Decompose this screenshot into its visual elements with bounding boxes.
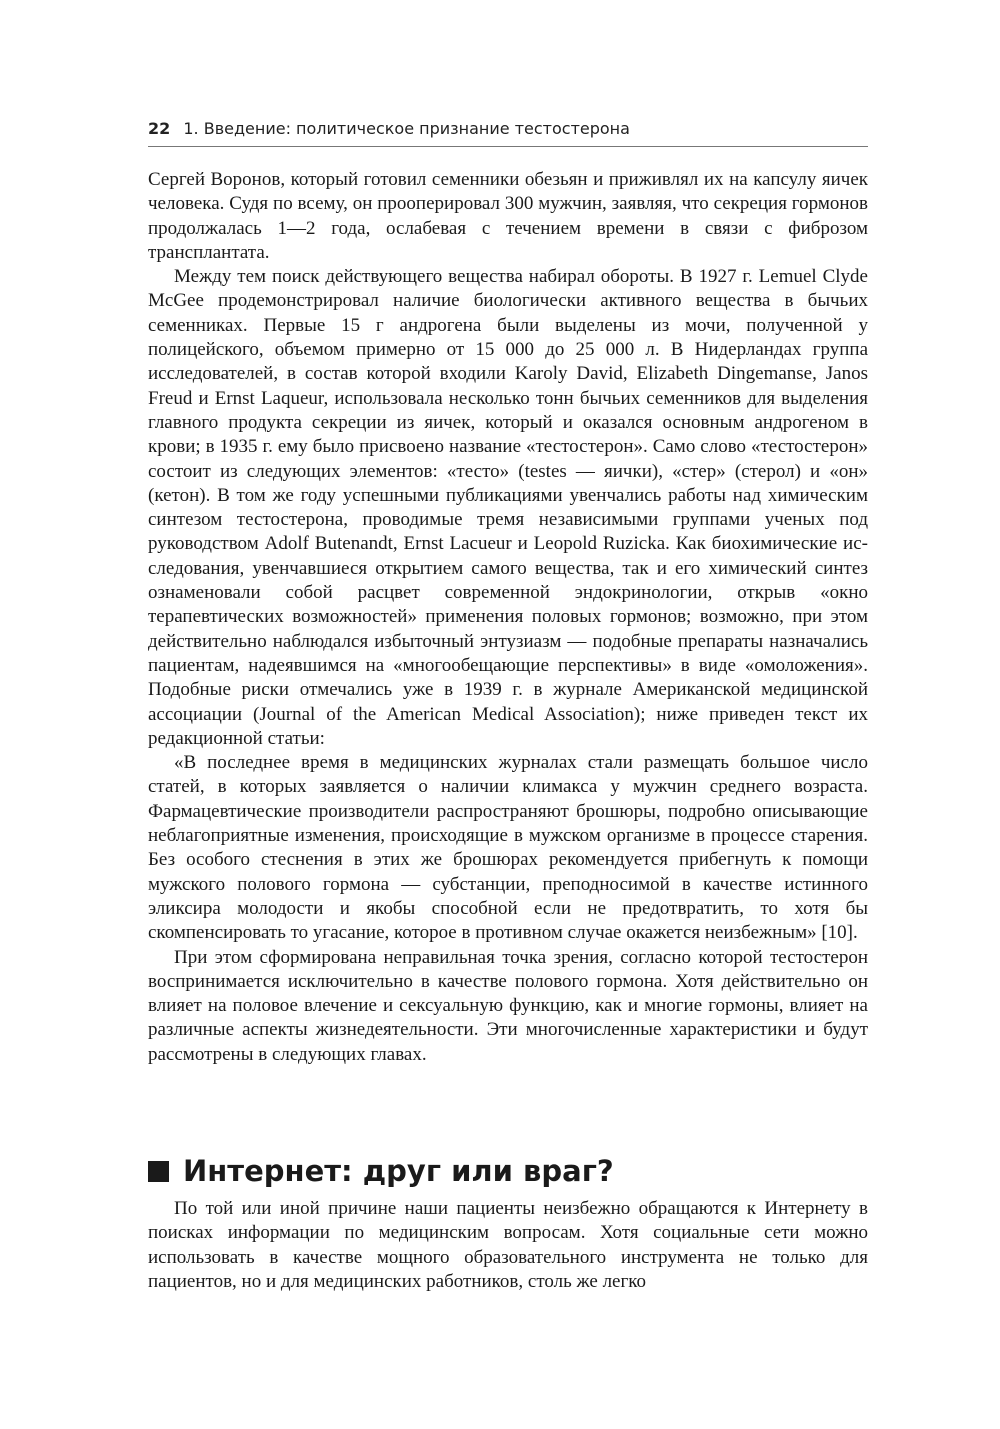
paragraph-quote: «В последнее время в медицинских журналах стали размещать большое число статей, в которых заявляется о наличии климакса у мужчин среднего возраста. Фармацевтические производители распространяют брошюры, подробно описывающие неблагоприятные изменения, происходящие в мужском организме в процессе старения. Без особого стеснения в этих же брошюрах рекомендуется прибегнуть к помощи мужского полового гормона — субстанции, преподносимой в качестве истинного эликсира молодости и якобы способной если не предотвратить, то хотя бы скомпенсировать то угасание, которое в противном случае окажется неизбежным» [10]. [148,752,868,944]
chapter-title: 1. Введение: политическое признание тестостерона [183,119,630,138]
paragraph-internet: По той или иной причине наши пациенты неизбежно обращаются к Интернету в поисках информации по медицинским вопросам. Хотя социальные сети можно использовать в качестве мощного образовательного инструмента не только для пациентов, но и для медицинских работников, столь же легко [148,1198,868,1292]
square-bullet-icon [148,1161,169,1182]
paragraph-history: Между тем поиск действующего вещества набирал обороты. В 1927 г. Lemuel Clyde McGee продемонстрировал наличие биологически активного вещества в бычьих семенниках. Первые 15 г андрогена были выделены из мочи, полученной у полицейского, объемом примерно от 15 000 до 25 000 л. В Нидерландах группа исследователей, в состав которой входили Karoly David, Elizabeth Dingemanse, Janos Freud и Ernst Laqueur, использовала несколько тонн бычьих семенников для выделения главного продукта секреции из яичек, который и оказался основным андрогеном в крови; в 1935 г. ему было присвоено название «тестостерон». Само слово «тестостерон» состоит из следующих элементов: «тесто» (testes — яички), «стер» (стерол) и «он» (кетон). В том же году успешными публикациями увенчались работы над химическим синтезом тестостерона, проводимые тремя независимыми группами ученых под руководством Adolf Butenandt, Ernst Lacueur и Leopold Ruzicka. Как биохимические исследования, увенчавшиеся открытием самого вещества, так и его химический синтез ознаменовали собой расцвет современной эндокринологии, открыв «окно терапевтических возможностей» применения половых гормонов; возможно, при этом действительно наблюдался избыточный энтузиазм — подобные препараты назначались пациентам, надеявшимся на «многообещающие перспективы» в виде «омоложения». Подобные риски отмечались уже в 1939 г. в журнале Американской медицинской ассоциации (Journal of the American Medical Association); ниже приведен текст их редакционной статьи: [148,266,868,749]
section-text [148,1197,868,1294]
running-header [148,118,868,147]
main-text [148,168,868,1067]
section-heading-text: Интернет: друг или враг? [183,1154,614,1188]
section-heading [148,1153,868,1189]
paragraph-misconception: При этом сформирована неправильная точка зрения, согласно которой тестостерон воспринимается исключительно в качестве полового гормона. Хотя действительно он влияет на половое влечение и сексуальную функцию, как и многие гормоны, влияет на различные аспекты жизнедеятельности. Эти многочисленные характеристики и будут рассмотрены в следующих главах. [148,946,868,1065]
page-number: 22 [148,119,171,138]
paragraph-continuation: Сергей Воронов, который готовил семенники обезьян и приживлял их на капсулу яичек человека. Судя по всему, он прооперировал 300 мужчин, заявляя, что секреция гормонов продолжалась 1—2 года, ослабевая с течением времени в связи с фиброзом трансплантата. [148,169,868,263]
